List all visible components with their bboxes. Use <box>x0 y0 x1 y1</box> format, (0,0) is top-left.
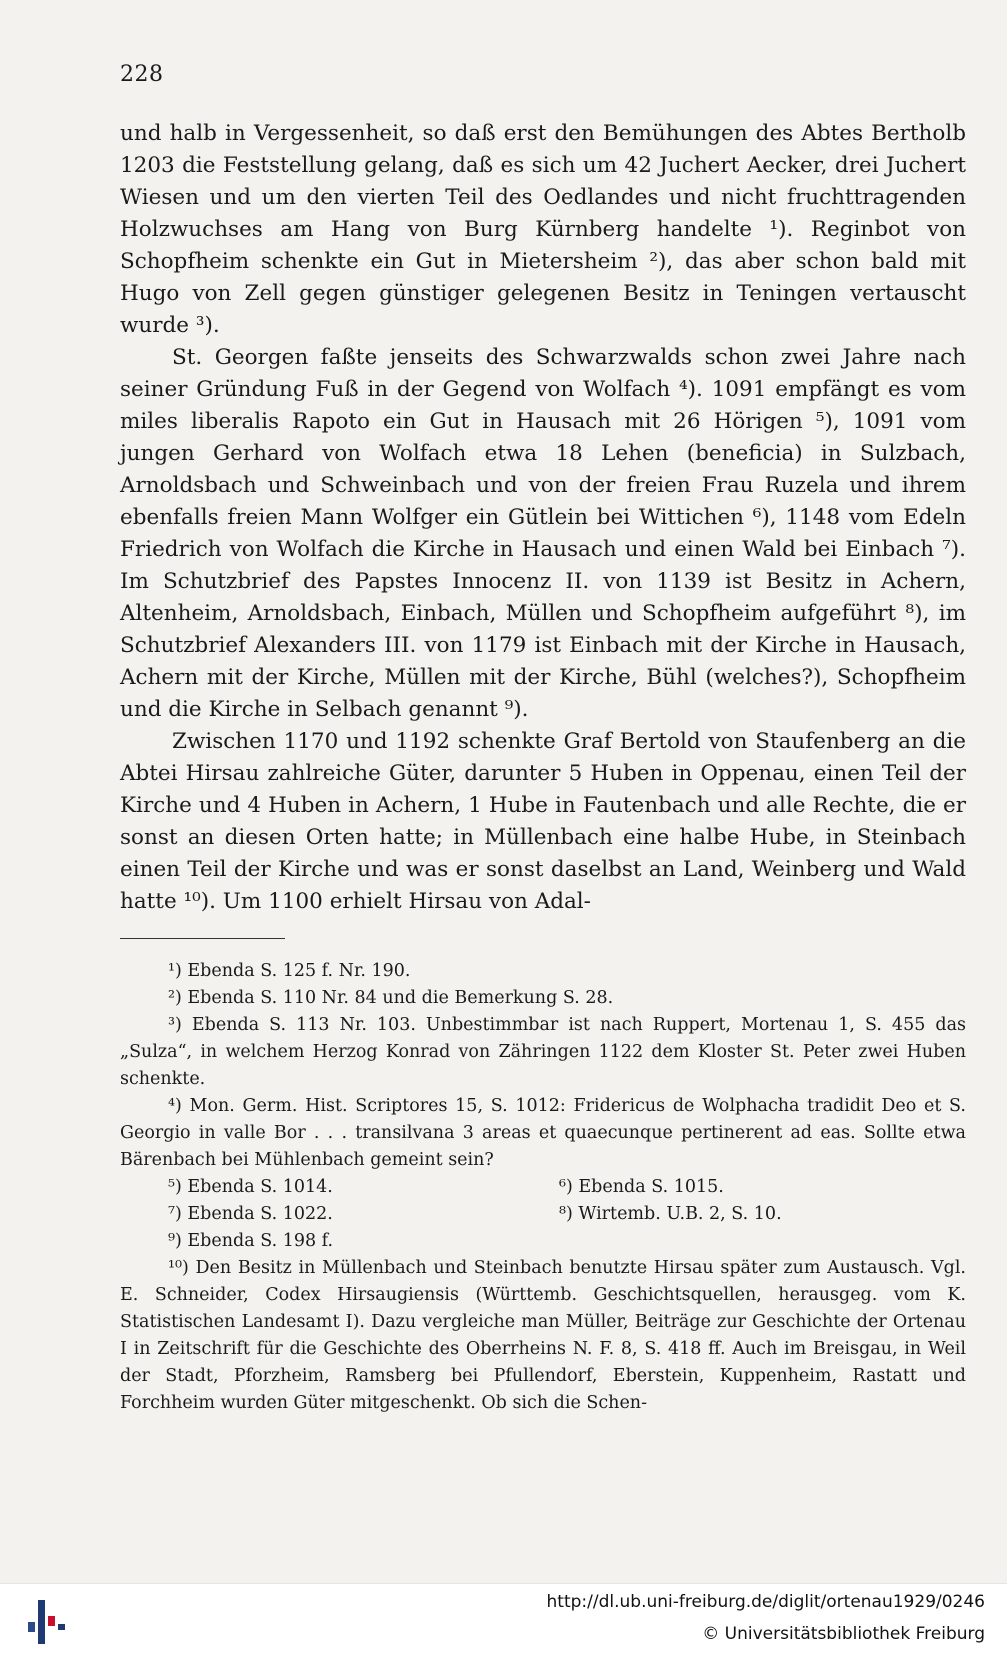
page-number: 228 <box>120 62 164 87</box>
permalink-url[interactable]: http://dl.ub.uni-freiburg.de/diglit/ortenau1929/0246 <box>546 1592 985 1612</box>
footnote: ³) Ebenda S. 113 Nr. 103. Unbestimmbar ist nach Ruppert, Mortenau 1, S. 455 das „Sulza“, in welchem Herzog Konrad von Zähringen 1122 dem Kloster St. Peter zwei Huben schenkte. <box>120 1015 966 1089</box>
footnote-row <box>120 1174 966 1201</box>
footnote: ⁷) Ebenda S. 1022. <box>168 1204 333 1224</box>
copyright-text: © Universitätsbibliothek Freiburg <box>702 1624 985 1644</box>
footnote: ¹) Ebenda S. 125 f. Nr. 190. <box>168 961 411 981</box>
body-text <box>120 118 966 918</box>
ub-freiburg-logo-icon <box>22 1594 70 1650</box>
footnote: ¹⁰) Den Besitz in Müllenbach und Steinbach benutzte Hirsau später zum Austausch. Vgl. E. Schneider, Codex Hirsaugiensis (Württemb. Geschichtsquellen, herausgeg. vom K. Statistischen Landesamt I). Dazu vergleiche man Müller, Beiträge zur Geschichte der Ortenau I in Zeitschrift für die Geschichte des Oberrheins N. F. 8, S. 418 ff. Auch im Breisgau, in Weil der Stadt, Pforzheim, Ramsberg bei Pfullendorf, Eberstein, Kuppenheim, Rastatt und Forchheim wurden Güter mitgeschenkt. Ob sich die Schen- <box>120 1258 966 1413</box>
footnote: ⁸) Wirtemb. U.B. 2, S. 10. <box>559 1204 782 1224</box>
footnote: ⁴) Mon. Germ. Hist. Scriptores 15, S. 1012: Fridericus de Wolphacha tradidit Deo et S. Georgio in valle Bor . . . transilvana 3 areas et quaecunque pertinerent ad eas. Sollte etwa Bärenbach bei Mühlenbach gemeint sein? <box>120 1096 966 1170</box>
paragraph: und halb in Vergessenheit, so daß erst den Bemühungen des Abtes Bertholb 1203 die Feststellung gelang, daß es sich um 42 Juchert Aecker, drei Juchert Wiesen und um den vierten Teil des Oedlandes und nicht fruchttragenden Holzwuchses am Hang von Burg Kürnberg handelte ¹). Reginbot von Schopfheim schenkte ein Gut in Mietersheim ²), das aber schon bald mit Hugo von Zell gegen günstiger gelegenen Besitz in Teningen vertauscht wurde ³). <box>120 121 966 338</box>
footnote-row <box>120 1201 966 1228</box>
footnote-divider <box>120 938 285 939</box>
footnote-row <box>120 1228 966 1255</box>
paragraph: St. Georgen faßte jenseits des Schwarzwalds schon zwei Jahre nach seiner Gründung Fuß in der Gegend von Wolfach ⁴). 1091 empfängt es vom miles liberalis Rapoto ein Gut in Hausach mit 26 Hörigen ⁵), 1091 vom jungen Gerhard von Wolfach etwa 18 Lehen (beneficia) in Sulzbach, Arnoldsbach und Schweinbach und von der freien Frau Ruzela und ihrem ebenfalls freien Mann Wolfger ein Gütlein bei Wittichen ⁶), 1148 vom Edeln Friedrich von Wolfach die Kirche in Hausach und einen Wald bei Einbach ⁷). Im Schutzbrief des Papstes Innocenz II. von 1139 ist Besitz in Achern, Altenheim, Arnoldsbach, Einbach, Müllen und Schopfheim aufgeführt ⁸), im Schutzbrief Alexanders III. von 1179 ist Einbach mit der Kirche in Hausach, Achern mit der Kirche, Müllen mit der Kirche, Bühl (welches?), Schopfheim und die Kirche in Selbach genannt ⁹). <box>120 345 966 722</box>
footnote: ²) Ebenda S. 110 Nr. 84 und die Bemerkung S. 28. <box>168 988 614 1008</box>
footnotes <box>120 958 966 1417</box>
footnote: ⁶) Ebenda S. 1015. <box>559 1177 724 1197</box>
viewer-footer <box>0 1583 1007 1657</box>
footnote: ⁹) Ebenda S. 198 f. <box>168 1231 334 1251</box>
paragraph: Zwischen 1170 und 1192 schenkte Graf Bertold von Staufenberg an die Abtei Hirsau zahlreiche Güter, darunter 5 Huben in Oppenau, einen Teil der Kirche und 4 Huben in Achern, 1 Hube in Fautenbach und alle Rechte, die er sonst an diesen Orten hatte; in Müllenbach eine halbe Hube, in Steinbach einen Teil der Kirche und was er sonst daselbst an Land, Weinberg und Wald hatte ¹⁰). Um 1100 erhielt Hirsau von Adal- <box>120 729 966 914</box>
footnote: ⁵) Ebenda S. 1014. <box>168 1177 333 1197</box>
